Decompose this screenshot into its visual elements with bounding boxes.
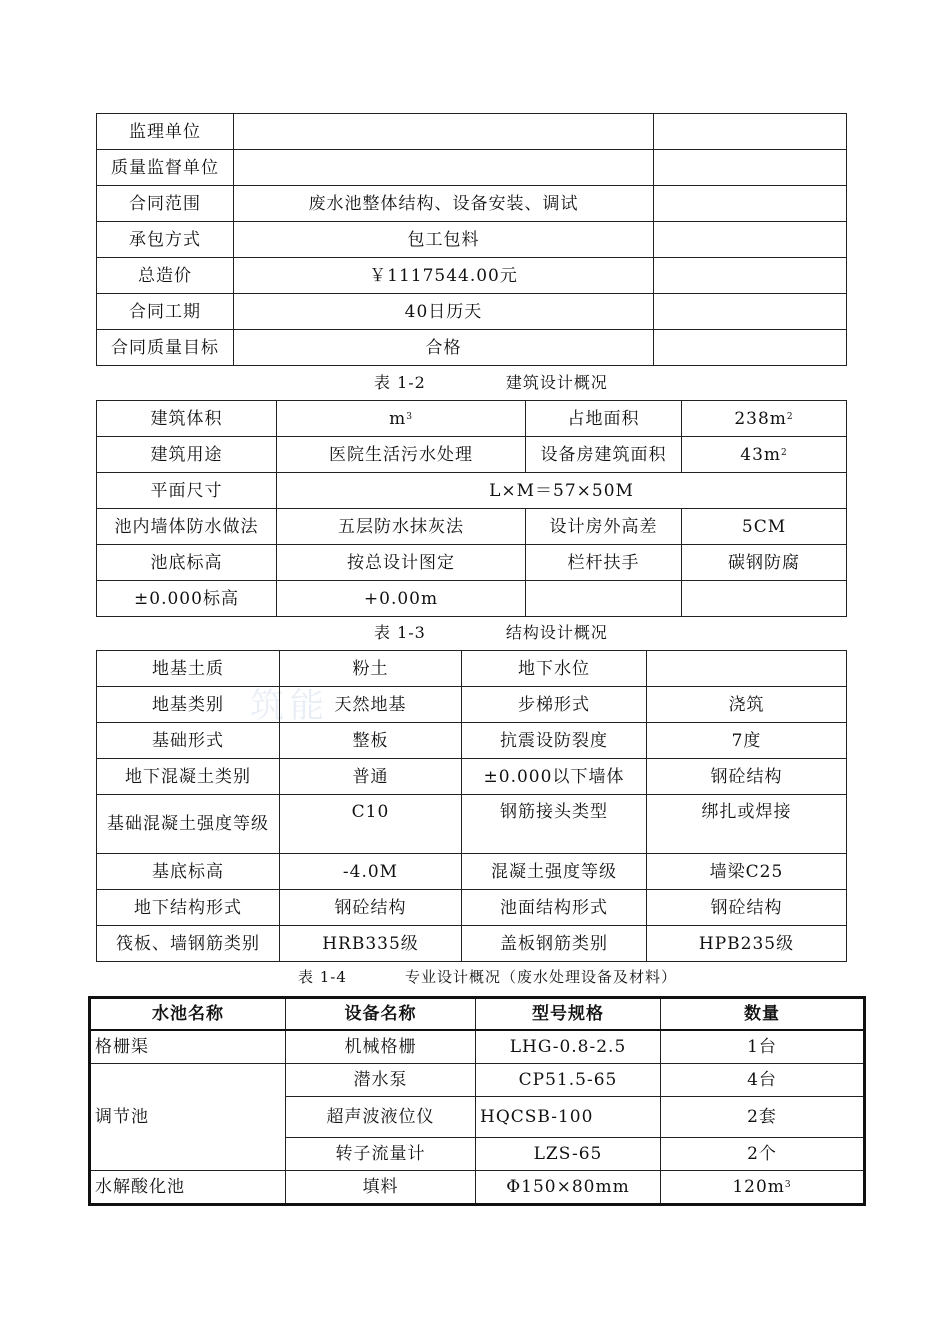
table-row [97, 330, 847, 366]
table-cell: 粉土 [280, 651, 462, 687]
table-row [90, 1030, 865, 1064]
table-cell: 浇筑 [647, 687, 847, 723]
table-cell: ±0.000以下墙体 [462, 759, 647, 795]
equipment-materials-table [88, 996, 866, 1206]
table-cell: 40日历天 [234, 294, 654, 330]
table-cell: 基础混凝土强度等级 [97, 795, 280, 854]
table-cell: 合同质量目标 [97, 330, 234, 366]
table-row [97, 258, 847, 294]
column-header: 水池名称 [90, 998, 286, 1031]
table-cell: 2个 [661, 1138, 865, 1171]
table-cell: 钢砼结构 [647, 759, 847, 795]
table-cell: 承包方式 [97, 222, 234, 258]
table-row [97, 509, 847, 545]
table-cell [654, 294, 847, 330]
table-cell: 栏杆扶手 [526, 545, 682, 581]
table-row [97, 186, 847, 222]
table-cell: 基础形式 [97, 723, 280, 759]
table-cell [654, 150, 847, 186]
table-cell: $m^3$ [277, 401, 526, 437]
table-row [97, 150, 847, 186]
table-cell [234, 114, 654, 150]
table-cell [654, 330, 847, 366]
table-cell: 地下水位 [462, 651, 647, 687]
table-cell: 碳钢防腐 [682, 545, 847, 581]
table-cell: 合格 [234, 330, 654, 366]
table-cell: 墙梁C25 [647, 854, 847, 890]
table-cell: HRB335级 [280, 926, 462, 962]
table-cell: 筏板、墙钢筋类别 [97, 926, 280, 962]
table-cell: 1台 [661, 1030, 865, 1064]
table-cell: LHG-0.8-2.5 [476, 1030, 661, 1064]
table-cell [234, 150, 654, 186]
table-cell [647, 651, 847, 687]
table-cell [654, 222, 847, 258]
table-cell: 建筑体积 [97, 401, 277, 437]
table-header-row [90, 998, 865, 1031]
table-cell: 总造价 [97, 258, 234, 294]
table-cell: 格栅渠 [90, 1030, 286, 1064]
column-header: 型号规格 [476, 998, 661, 1031]
table-cell: 设计房外高差 [526, 509, 682, 545]
table-cell: 绑扎或焊接 [647, 795, 847, 854]
table-cell: 包工包料 [234, 222, 654, 258]
table-cell: C10 [280, 795, 462, 854]
table-cell: 平面尺寸 [97, 473, 277, 509]
table-cell: 混凝土强度等级 [462, 854, 647, 890]
table-cell: 监理单位 [97, 114, 234, 150]
table-row [97, 437, 847, 473]
table-row [97, 473, 847, 509]
table-cell: LZS-65 [476, 1138, 661, 1171]
table-cell: $120m^3$ [661, 1171, 865, 1205]
caption-number: 表 1-4 [298, 968, 347, 986]
caption-number: 表 1-3 [374, 623, 426, 642]
caption-title: 结构设计概况 [505, 623, 608, 642]
table-cell: 地下结构形式 [97, 890, 280, 926]
architecture-design-table [96, 400, 847, 617]
table-cell: 步梯形式 [462, 687, 647, 723]
table-cell: L×M＝57×50M [277, 473, 847, 509]
table-cell [526, 581, 682, 617]
table-cell: ￥1117544.00元 [234, 258, 654, 294]
table-row [97, 222, 847, 258]
watermark: 筑能 [250, 686, 330, 726]
table-cell [654, 258, 847, 294]
table-row [97, 294, 847, 330]
table-row [90, 1171, 865, 1205]
table-cell: 池面结构形式 [462, 890, 647, 926]
table-cell: 2套 [661, 1097, 865, 1138]
table-cell [654, 186, 847, 222]
table-row [97, 545, 847, 581]
table-cell: 机械格栅 [286, 1030, 476, 1064]
column-header: 设备名称 [286, 998, 476, 1031]
table-caption-1-4 [298, 966, 677, 987]
table-cell: 调节池 [90, 1064, 286, 1171]
table-row [97, 926, 847, 962]
table-cell: HPB235级 [647, 926, 847, 962]
structure-design-table [96, 650, 847, 962]
table-cell: 7度 [647, 723, 847, 759]
table-cell: $43m^2$ [682, 437, 847, 473]
table-row [97, 401, 847, 437]
table-row [97, 854, 847, 890]
table-row [97, 723, 847, 759]
table-row [90, 1064, 865, 1097]
table-cell: -4.0M [280, 854, 462, 890]
table-cell: HQCSB-100 [476, 1097, 661, 1138]
table-cell: 池内墙体防水做法 [97, 509, 277, 545]
table-cell: 合同范围 [97, 186, 234, 222]
table-cell: 地基类别 [97, 687, 280, 723]
table-row [97, 795, 847, 854]
caption-number: 表 1-2 [374, 373, 426, 392]
table-cell: 4台 [661, 1064, 865, 1097]
table-cell: 池底标高 [97, 545, 277, 581]
table-cell: 整板 [280, 723, 462, 759]
column-header: 数量 [661, 998, 865, 1031]
table-cell: 盖板钢筋类别 [462, 926, 647, 962]
table-row [97, 581, 847, 617]
table-cell: 钢砼结构 [647, 890, 847, 926]
table-cell: 医院生活污水处理 [277, 437, 526, 473]
table-cell: 建筑用途 [97, 437, 277, 473]
caption-title: 专业设计概况（废水处理设备及材料） [404, 968, 677, 986]
table-cell: 合同工期 [97, 294, 234, 330]
table-cell: 抗震设防裂度 [462, 723, 647, 759]
table-cell: +0.00m [277, 581, 526, 617]
table-cell: Φ150×80mm [476, 1171, 661, 1205]
table-cell: 水解酸化池 [90, 1171, 286, 1205]
table-cell: 设备房建筑面积 [526, 437, 682, 473]
table-cell: 基底标高 [97, 854, 280, 890]
table-cell: 地下混凝土类别 [97, 759, 280, 795]
table-cell: 超声波液位仪 [286, 1097, 476, 1138]
table-caption-1-3 [374, 620, 608, 643]
table-cell: 按总设计图定 [277, 545, 526, 581]
table-cell: 钢砼结构 [280, 890, 462, 926]
table-cell: $238m^2$ [682, 401, 847, 437]
table-row [97, 890, 847, 926]
table-cell [654, 114, 847, 150]
table-caption-1-2 [374, 370, 608, 393]
table-cell: 五层防水抹灰法 [277, 509, 526, 545]
table-cell: 普通 [280, 759, 462, 795]
table-cell: 废水池整体结构、设备安装、调试 [234, 186, 654, 222]
caption-title: 建筑设计概况 [505, 373, 608, 392]
table-cell: CP51.5-65 [476, 1064, 661, 1097]
table-row [97, 114, 847, 150]
table-cell: 转子流量计 [286, 1138, 476, 1171]
table-cell: 填料 [286, 1171, 476, 1205]
table-cell: 5CM [682, 509, 847, 545]
table-row [97, 687, 847, 723]
table-cell [682, 581, 847, 617]
contract-info-table [96, 113, 847, 366]
table-cell: 质量监督单位 [97, 150, 234, 186]
table-row [97, 651, 847, 687]
table-cell: 潜水泵 [286, 1064, 476, 1097]
table-cell: 天然地基 [280, 687, 462, 723]
table-cell: 钢筋接头类型 [462, 795, 647, 854]
table-cell: 地基土质 [97, 651, 280, 687]
table-row [97, 759, 847, 795]
table-cell: 占地面积 [526, 401, 682, 437]
table-cell: ±0.000标高 [97, 581, 277, 617]
